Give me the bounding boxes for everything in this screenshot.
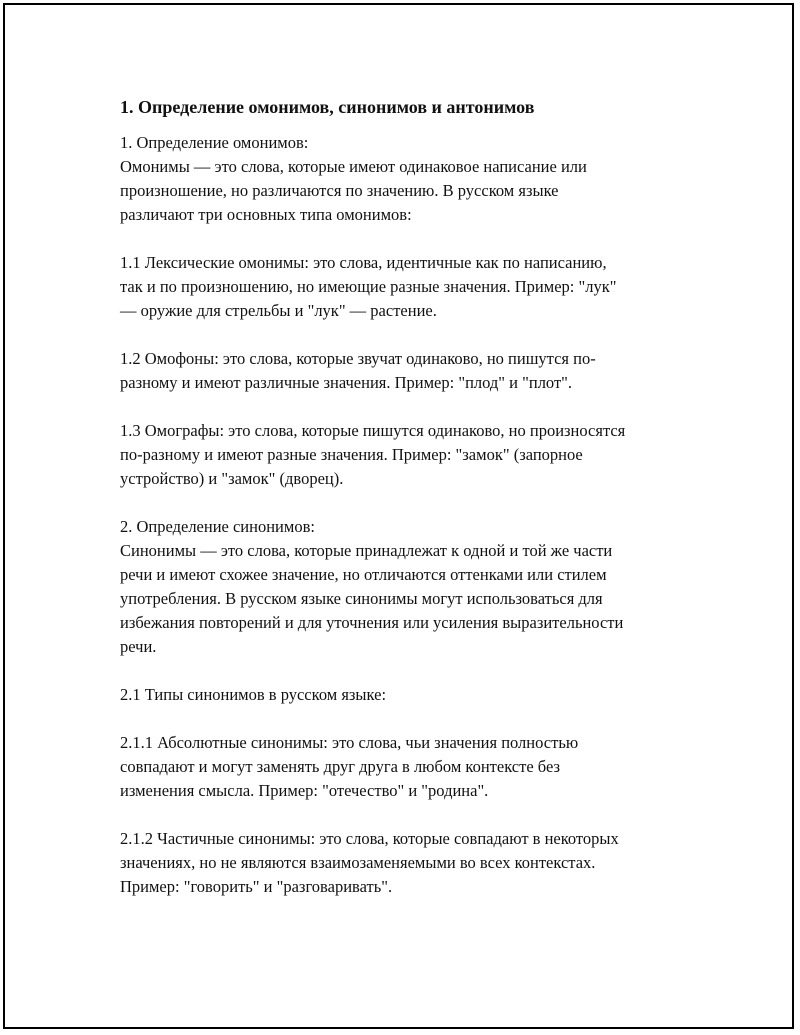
text-line: совпадают и могут заменять друг друга в любом контексте без: [120, 757, 561, 776]
paragraph-partial-synonyms: [120, 827, 695, 899]
paragraph-gap: [120, 323, 695, 347]
paragraph-gap: [120, 395, 695, 419]
text-line: 1.3 Омографы: это слова, которые пишутся одинаково, но произносятся: [120, 421, 626, 440]
text-line: различают три основных типа омонимов:: [120, 205, 412, 224]
document-body: [120, 131, 695, 899]
text-line: разному и имеют различные значения. Пример: "плод" и "плот".: [120, 373, 573, 392]
text-line: изменения смысла. Пример: "отечество" и "родина".: [120, 781, 489, 800]
text-line: речи и имеют схожее значение, но отличаются оттенками или стилем: [120, 565, 607, 584]
paragraph-synonyms-definition: [120, 515, 695, 659]
text-line: 2. Определение синонимов:: [120, 517, 315, 536]
text-line: по-разному и имеют разные значения. Пример: "замок" (запорное: [120, 445, 583, 464]
text-line: избежания повторений и для уточнения или усиления выразительности: [120, 613, 624, 632]
text-line: 1.2 Омофоны: это слова, которые звучат одинаково, но пишутся по-: [120, 349, 596, 368]
paragraph-lexical-homonyms: [120, 251, 695, 323]
text-line: Пример: "говорить" и "разговаривать".: [120, 877, 393, 896]
text-line: произношение, но различаются по значению. В русском языке: [120, 181, 559, 200]
text-line: устройство) и "замок" (дворец).: [120, 469, 344, 488]
paragraph-homophones: [120, 347, 695, 395]
text-line: речи.: [120, 637, 157, 656]
paragraph-gap: [120, 707, 695, 731]
text-line: Омонимы — это слова, которые имеют одинаковое написание или: [120, 157, 587, 176]
text-line: 2.1.1 Абсолютные синонимы: это слова, чьи значения полностью: [120, 733, 579, 752]
text-line: — оружие для стрельбы и "лук" — растение.: [120, 301, 437, 320]
text-line: 1. Определение омонимов:: [120, 133, 309, 152]
page-frame: [3, 3, 794, 1029]
paragraph-homonyms-definition: [120, 131, 695, 227]
paragraph-gap: [120, 227, 695, 251]
paragraph-gap: [120, 659, 695, 683]
text-line: 2.1 Типы синонимов в русском языке:: [120, 685, 387, 704]
paragraph-homographs: [120, 419, 695, 491]
text-line: Синонимы — это слова, которые принадлежат к одной и той же части: [120, 541, 613, 560]
text-line: 2.1.2 Частичные синонимы: это слова, которые совпадают в некоторых: [120, 829, 619, 848]
text-line: значениях, но не являются взаимозаменяемыми во всех контекстах.: [120, 853, 596, 872]
paragraph-gap: [120, 803, 695, 827]
paragraph-gap: [120, 491, 695, 515]
document-title: 1. Определение омонимов, синонимов и антонимов: [120, 97, 535, 117]
text-line: так и по произношению, но имеющие разные значения. Пример: "лук": [120, 277, 617, 296]
document-content: [120, 95, 695, 899]
paragraph-absolute-synonyms: [120, 731, 695, 803]
text-line: 1.1 Лексические омонимы: это слова, идентичные как по написанию,: [120, 253, 607, 272]
text-line: употребления. В русском языке синонимы могут использоваться для: [120, 589, 603, 608]
paragraph-synonym-types-heading: [120, 683, 695, 707]
